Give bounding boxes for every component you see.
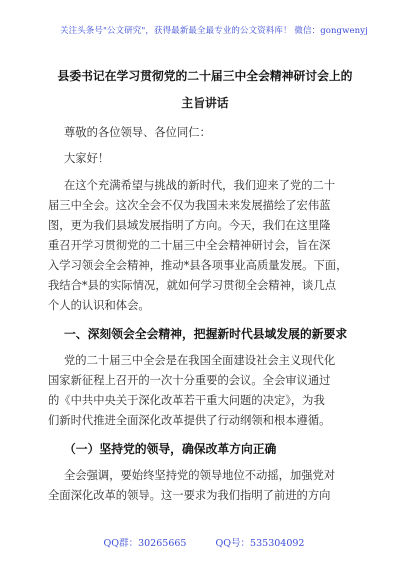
intro-line: 在这个充满希望与挑战的新时代，我们迎来了党的二十 — [64, 179, 336, 192]
section-1-line: 们新时代推进全面深化改革提供了行动纲领和根本遵循。 — [48, 414, 331, 427]
footer-qq-group: QQ群：30265665 — [103, 538, 187, 549]
footer-contact — [0, 535, 408, 549]
subsection-1-heading: （一）坚持党的领导，确保改革方向正确 — [64, 442, 277, 456]
intro-line: 届三中全会。这次全会不仅为我国未来发展描绘了宏伟蓝 — [48, 199, 331, 212]
subsection-1-line: 全会强调，要始终坚持党的领导地位不动摇，加强党对 — [64, 469, 336, 482]
document-title-line-1: 县委书记在学习贯彻党的二十届三中全会精神研讨会上的 — [57, 69, 353, 83]
hello-line: 大家好！ — [64, 152, 110, 165]
intro-line: 我结合*县的实际情况，就如何学习贯彻全会精神，谈几点 — [48, 279, 337, 292]
intro-line: 个人的认识和体会。 — [48, 299, 150, 312]
document-title-line-2: 主旨讲话 — [181, 96, 229, 110]
intro-line: 图，更为我们县域发展指明了方向。今天，我们在这里隆 — [48, 219, 331, 232]
section-1-line: 的《中共中央关于深化改革若干重大问题的决定》，为我 — [48, 394, 325, 407]
greeting: 尊敬的各位领导、各位同仁： — [64, 126, 211, 139]
section-1-heading: 一、深刻领会全会精神，把握新时代县域发展的新要求 — [64, 327, 348, 341]
section-1-line: 党的二十届三中全会是在我国全面建设社会主义现代化 — [64, 354, 336, 367]
subsection-1-line: 全面深化改革的领导。这一要求为我们指明了前进的方向 — [48, 489, 331, 502]
top-banner: 关注头条号"公文研究"，获得最新最全最专业的公文资料库！ 微信：gongwenyj — [60, 26, 368, 36]
intro-line: 重召开学习贯彻党的二十届三中全会精神研讨会，旨在深 — [48, 239, 331, 252]
section-1-line: 国家新征程上召开的一次十分重要的会议。全会审议通过 — [48, 374, 331, 387]
intro-line: 入学习领会全会精神，推动*县各项事业高质量发展。下面， — [48, 259, 348, 272]
footer-qq-number: QQ号：535304092 — [215, 538, 305, 549]
